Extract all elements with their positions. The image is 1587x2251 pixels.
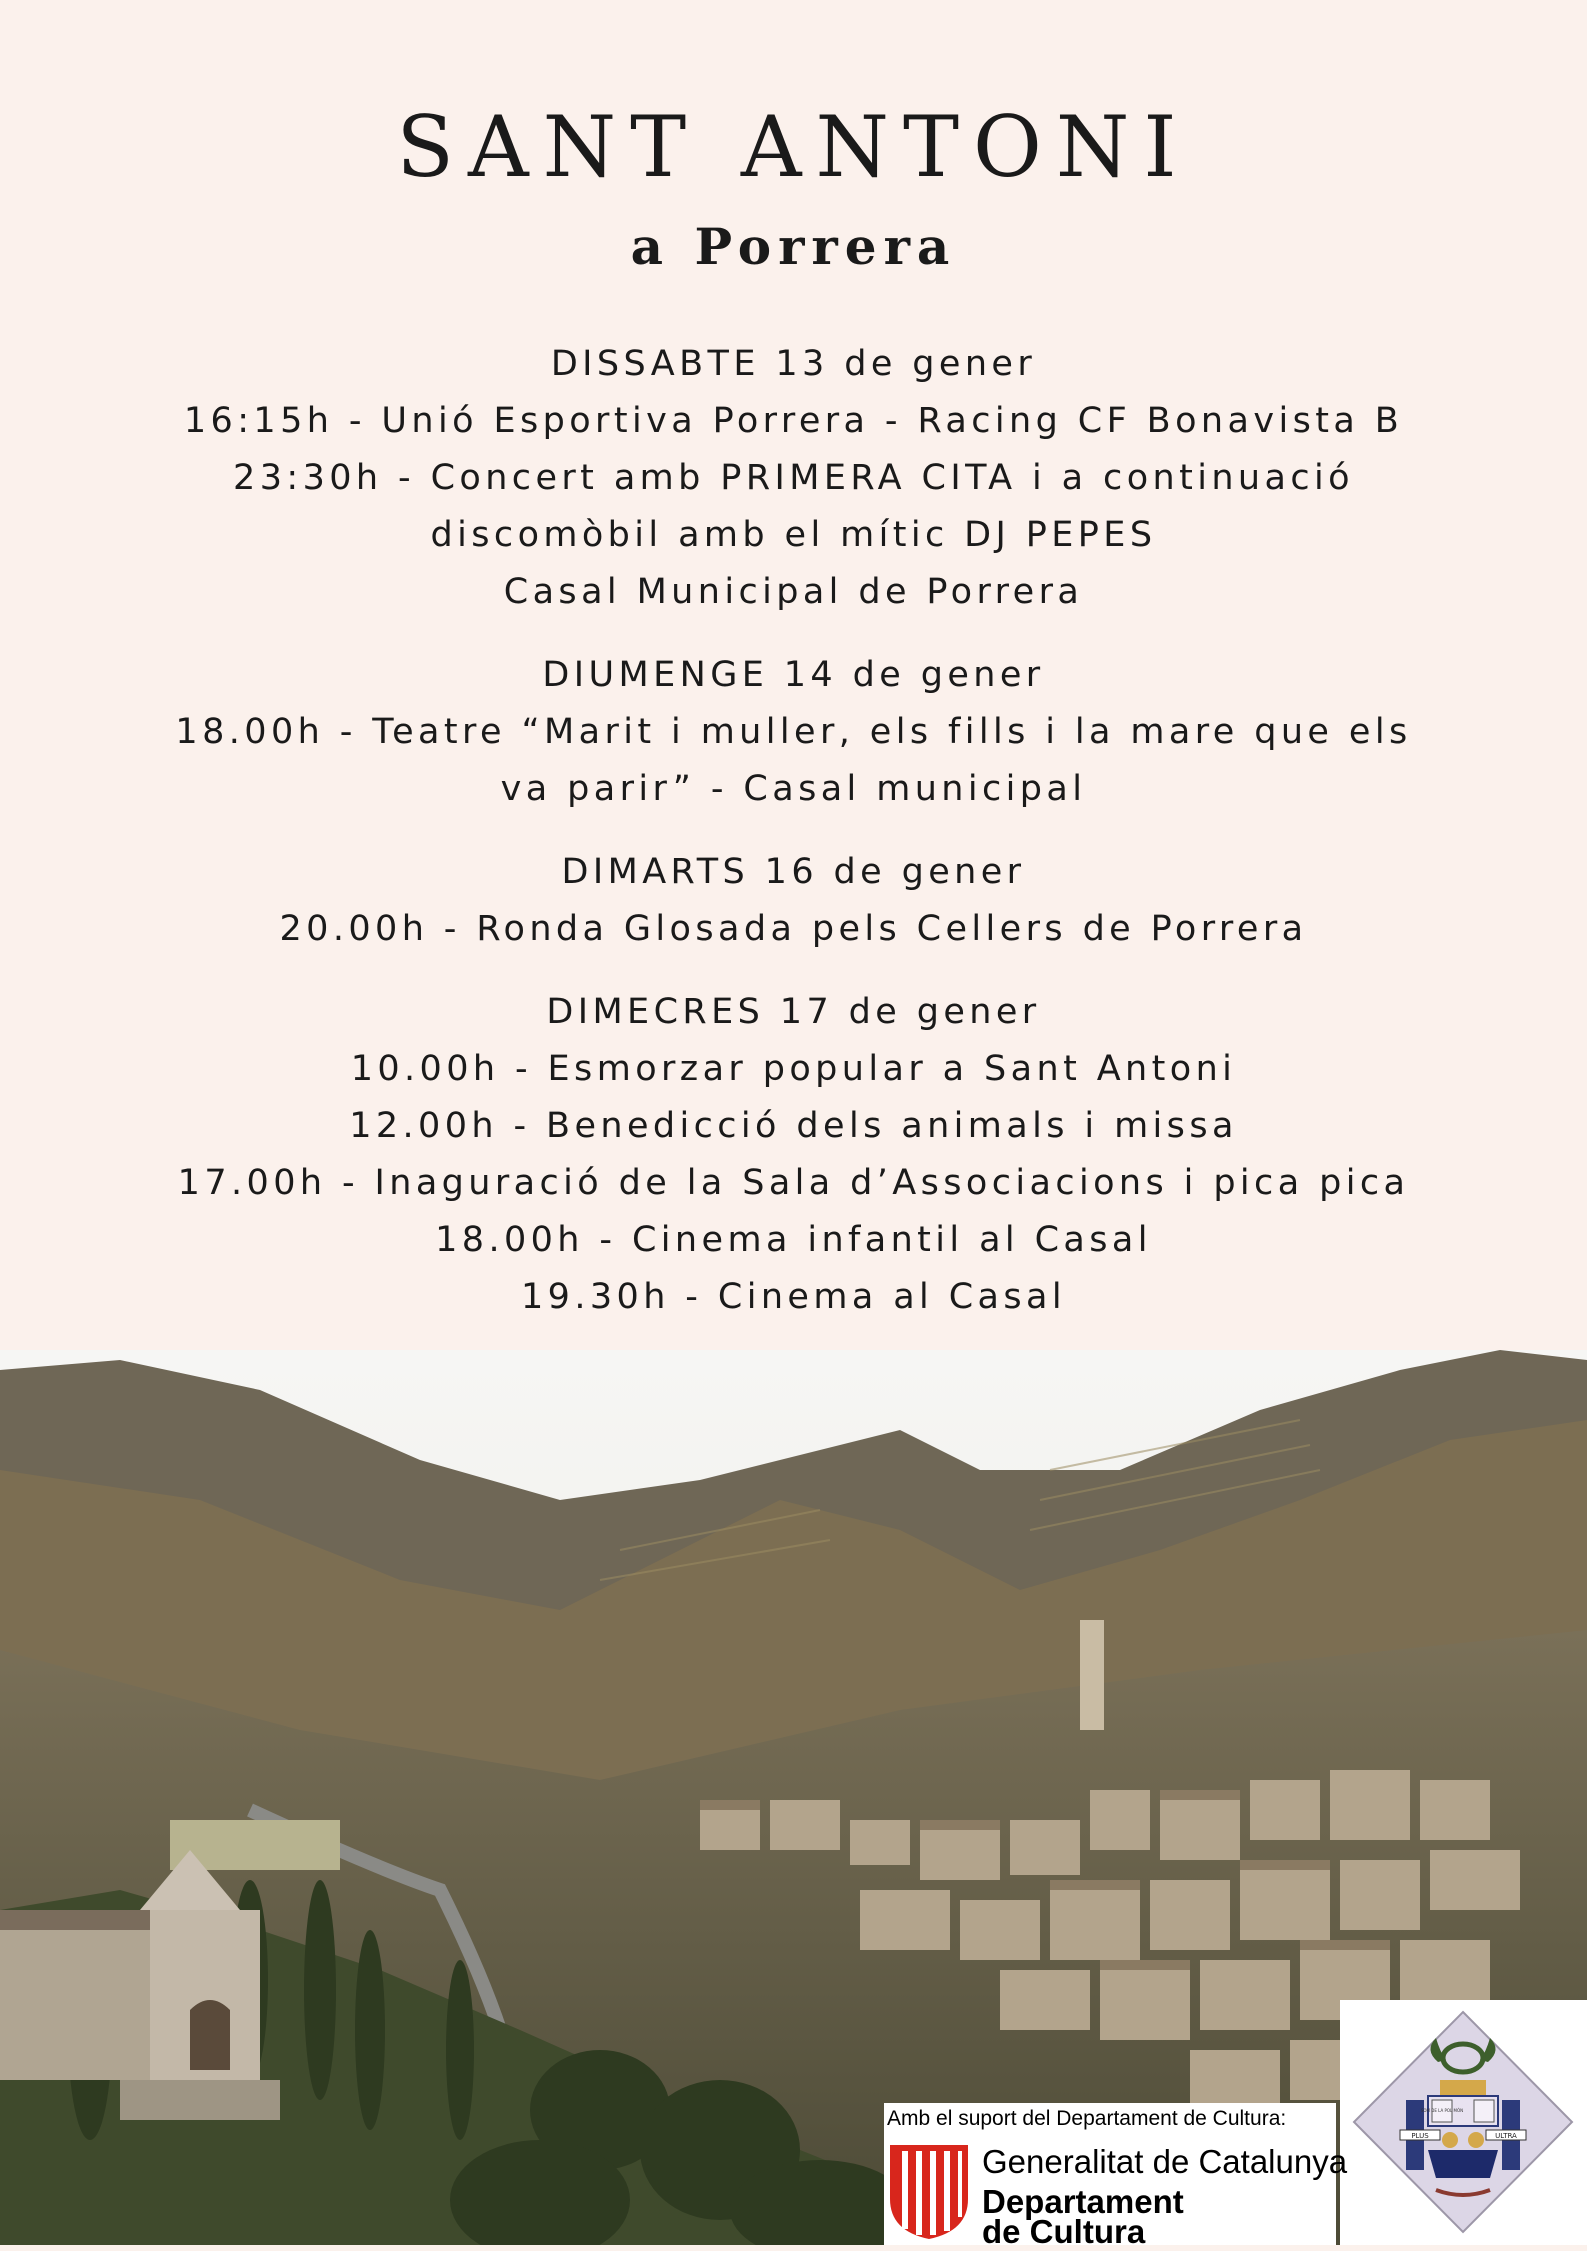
department-name-line1: Departament — [982, 2183, 1184, 2220]
event-line: 18.00h - Cinema infantil al Casal — [435, 1220, 1152, 1260]
event-line: 16:15h - Unió Esportiva Porrera - Racing CF Bonavista B — [183, 401, 1404, 441]
organization-name: Generalitat de Catalunya — [982, 2143, 1348, 2180]
event-line: 19.30h - Cinema al Casal — [521, 1277, 1066, 1317]
event-line: 23:30h - Concert amb PRIMERA CITA i a continuació — [233, 458, 1354, 498]
crest-motto-right: ULTRA — [1495, 2132, 1517, 2140]
department-name-line2: de Cultura — [982, 2213, 1146, 2250]
event-program — [0, 336, 1587, 1352]
event-line: discomòbil amb el mític DJ PEPES — [430, 515, 1157, 555]
program-day-wednesday — [0, 984, 1587, 1326]
crest-motto-left: PLUS — [1411, 2132, 1429, 2140]
program-day-saturday — [0, 336, 1587, 621]
sponsor-banner — [884, 2103, 1348, 2250]
event-line: 18.00h - Teatre “Marit i muller, els fills i la mare que els — [175, 712, 1412, 752]
page-subtitle: a Porrera — [630, 217, 957, 276]
page-title: SANT ANTONI — [396, 98, 1191, 196]
generalitat-logo-icon — [886, 2141, 972, 2241]
event-line: Casal Municipal de Porrera — [503, 572, 1084, 612]
day-heading: DIMECRES 17 de gener — [546, 992, 1041, 1032]
program-day-tuesday — [0, 844, 1587, 958]
crest-motto-center: SOM DE LA POL MÓN — [1420, 2108, 1464, 2113]
event-line: 12.00h - Benedicció dels animals i missa — [349, 1106, 1238, 1146]
day-heading: DISSABTE 13 de gener — [550, 344, 1037, 384]
day-heading: DIUMENGE 14 de gener — [542, 655, 1045, 695]
event-line: 17.00h - Inaguració de la Sala d’Associacions i pica pica — [177, 1163, 1410, 1203]
program-day-sunday — [0, 647, 1587, 818]
event-line: va parir” - Casal municipal — [500, 769, 1087, 809]
event-line: 20.00h - Ronda Glosada pels Cellers de Porrera — [279, 909, 1308, 949]
porrera-coat-of-arms-icon — [1340, 2000, 1587, 2245]
porrera-crest-box — [1340, 2000, 1587, 2245]
day-heading: DIMARTS 16 de gener — [561, 852, 1026, 892]
sponsor-caption: Amb el suport del Departament de Cultura: — [887, 2107, 1287, 2130]
event-line: 10.00h - Esmorzar popular a Sant Antoni — [350, 1049, 1237, 1089]
